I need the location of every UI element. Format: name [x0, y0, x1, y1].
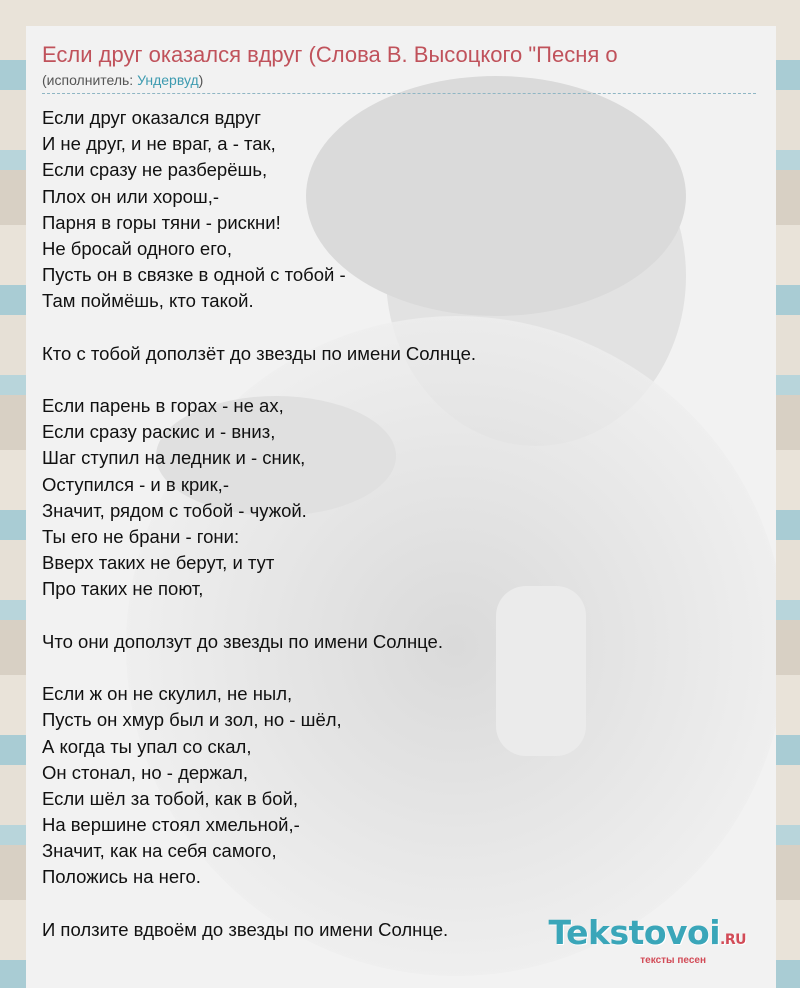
- lyric-line: И ползите вдвоём до звезды по имени Солнце.: [42, 918, 449, 940]
- lyric-line: Про таких не поют,: [42, 578, 204, 600]
- logo-tld: .RU: [720, 932, 746, 948]
- lyric-line: Что они доползут до звезды по имени Солнце.: [42, 630, 443, 652]
- lyric-line: Не бросай одного его,: [42, 237, 232, 259]
- logo-main-text: Tekstovoi: [548, 913, 721, 952]
- lyric-line: Пусть он в связке в одной с тобой -: [42, 264, 346, 286]
- lyric-line: Если сразу не разберёшь,: [42, 159, 268, 181]
- lyric-line: [42, 655, 762, 681]
- lyric-line: Он стонал, но - держал,: [42, 761, 249, 783]
- lyric-line: Если шёл за тобой, как в бой,: [42, 787, 299, 809]
- lyric-line: Если ж он не скулил, не ныл,: [42, 683, 293, 705]
- lyric-line: [42, 367, 762, 393]
- artist-line: [42, 71, 762, 89]
- lyric-line: Если сразу раскис и - вниз,: [42, 421, 276, 443]
- lyric-line: Значит, как на себя самого,: [42, 840, 277, 862]
- lyrics-panel: [26, 26, 776, 988]
- artist-link[interactable]: Ундервуд: [137, 72, 199, 88]
- lyric-line: Положись на него.: [42, 866, 201, 888]
- title-divider: [42, 93, 756, 94]
- lyric-line: Кто с тобой доползёт до звезды по имени Солнце.: [42, 342, 477, 364]
- artist-suffix: ): [198, 72, 204, 88]
- lyric-line: Там поймёшь, кто такой.: [42, 290, 254, 312]
- lyric-line: [42, 315, 762, 341]
- lyric-line: А когда ты упал со скал,: [42, 735, 252, 757]
- lyric-line: И не друг, и не враг, а - так,: [42, 133, 276, 155]
- song-title: Если друг оказался вдруг (Слова В. Высоцкого "Песня о: [42, 42, 618, 67]
- lyric-line: Ты его не брани - гони:: [42, 526, 240, 547]
- lyrics-text: [42, 105, 762, 943]
- lyric-line: Вверх таких не берут, и тут: [42, 552, 275, 574]
- logo-wordmark: [548, 913, 746, 957]
- logo-tagline: тексты песен: [640, 955, 706, 966]
- lyric-line: Шаг ступил на ледник и - сник,: [42, 447, 306, 469]
- lyric-line: Значит, рядом с тобой - чужой.: [42, 499, 307, 521]
- site-logo[interactable]: [548, 913, 746, 966]
- lyric-line: На вершине стоял хмельной,-: [42, 814, 300, 836]
- lyric-line: Оступился - и в крик,-: [42, 473, 229, 495]
- lyric-line: Пусть он хмур был и зол, но - шёл,: [42, 709, 342, 731]
- artist-prefix: (исполнитель:: [42, 72, 138, 88]
- lyric-line: [42, 603, 762, 629]
- lyric-line: Если парень в горах - не ах,: [42, 395, 284, 417]
- lyric-line: Парня в горы тяни - рискни!: [42, 211, 281, 233]
- lyric-line: Плох он или хорош,-: [42, 185, 220, 207]
- lyric-line: Если друг оказался вдруг: [42, 107, 262, 128]
